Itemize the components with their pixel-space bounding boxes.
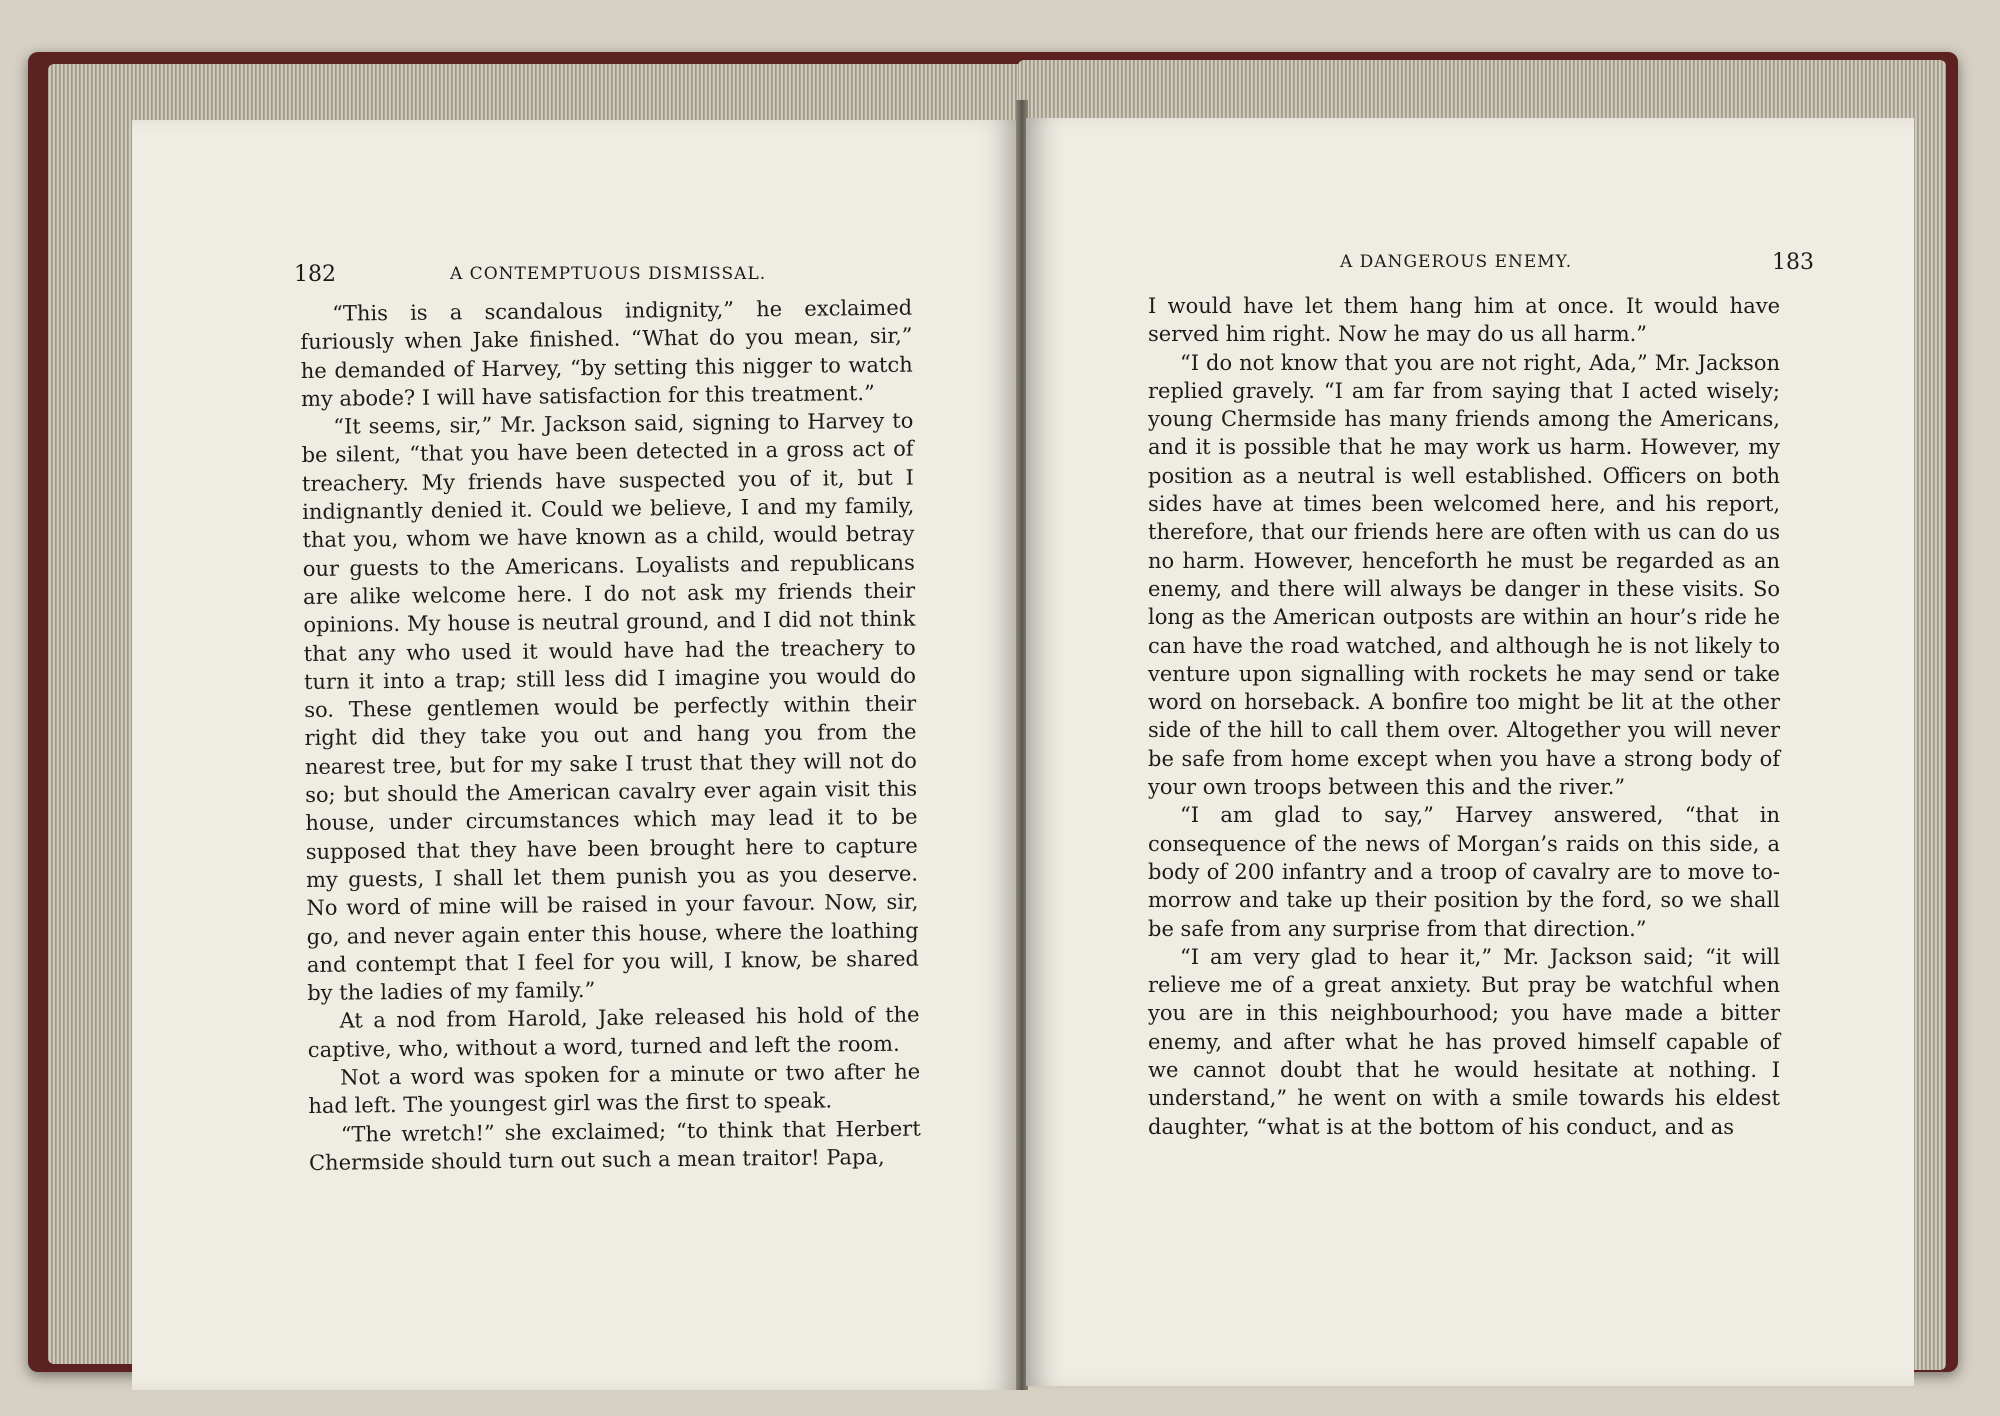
paragraph: I would have let them hang him at once. It would have served him right. Now he may do us all harm.” — [1148, 294, 1780, 347]
left-page-number: 182 — [294, 262, 336, 287]
left-running-head: A CONTEMPTUOUS DISMISSAL. — [450, 264, 767, 284]
paragraph: “I am very glad to hear it,” Mr. Jackson said; “it will relieve me of a great anxiety. But pray be watchful when you are in this neighbourhood; you have made a bitter enemy, and after what he has proved himself capable of we cannot doubt that he would hesitate at nothing. I understand,” he went on with a smile towards his eldest daughter, “what is at the bottom of his conduct, and as — [1148, 944, 1780, 1139]
paragraph: Not a word was spoken for a minute or two after he had left. The youngest girl was the first to speak. — [308, 1059, 921, 1119]
paragraph: “This is a scandalous indignity,” he exclaimed furiously when Jake finished. “What do you mean, sir,” he demanded of Harvey, “by setting this nigger to watch my abode? I will have satisfaction for this treatment.” — [300, 295, 913, 411]
paragraph: “It seems, sir,” Mr. Jackson said, signing to Harvey to be silent, “that you have been detected in a gross act of treachery. My friends have suspected you of it, but I indignantly denied it. Could we believe, I and my family, that you, whom we have known as a child, would betray our guests to the Americans. Loyalists and republicans are alike welcome here. I do not ask my friends their opinions. My house is neutral ground, and I did not think that any who used it would have had the treachery to turn it into a trap; still less did I imagine you would do so. These gentlemen would be perfectly within their right did they take you out and hang you from the nearest tree, but for my sake I trust that they will not do so; but should the American cavalry ever again visit this house, under circumstances which may lead it to be supposed that they have been brought here to capture my guests, I shall let them punish you as you deserve. No word of mine will be raised in your favour. Now, sir, go, and never again enter this house, where the loathing and contempt that I feel for you will, I know, be shared by the ladies of my family.” — [301, 408, 920, 1006]
paragraph: “I am glad to say,” Harvey answered, “that in consequence of the news of Morgan’s raids on this side, a body of 200 infantry and a troop of cavalry are to move to-morrow and take up their position by the ford, so we shall be safe from any surprise from that direction.” — [1148, 803, 1780, 941]
right-running-head: A DANGEROUS ENEMY. — [1340, 252, 1573, 272]
paragraph: “I do not know that you are not right, Ada,” Mr. Jackson replied gravely. “I am far from saying that I acted wisely; young Chermside has many friends among the Americans, and it is possible that he may work us harm. However, my position as a neutral is well established. Officers on both sides have at times been welcomed here, and his report, therefore, that our friends here are often with us can do us no harm. However, henceforth he must be regarded as an enemy, and there will always be danger in these visits. So long as the American outposts are within an hour’s ride he can have the road watched, and although he is not likely to venture upon signalling with rockets he may send or take word on horseback. A bonfire too might be lit at the other side of the hill to call them over. Altogether you will never be safe from home except when you have a strong body of your own troops between this and the river.” — [1148, 350, 1780, 800]
paragraph: At a nod from Harold, Jake released his hold of the captive, who, without a word, turned and left the room. — [307, 1002, 920, 1062]
left-page — [132, 120, 1018, 1390]
right-page — [1026, 118, 1914, 1386]
paragraph: “The wretch!” she exclaimed; “to think that Herbert Chermside should turn out such a mean traitor! Papa, — [308, 1116, 921, 1175]
left-page-text — [300, 294, 921, 1178]
right-page-number: 183 — [1772, 250, 1814, 275]
right-page-text — [1148, 292, 1780, 1141]
